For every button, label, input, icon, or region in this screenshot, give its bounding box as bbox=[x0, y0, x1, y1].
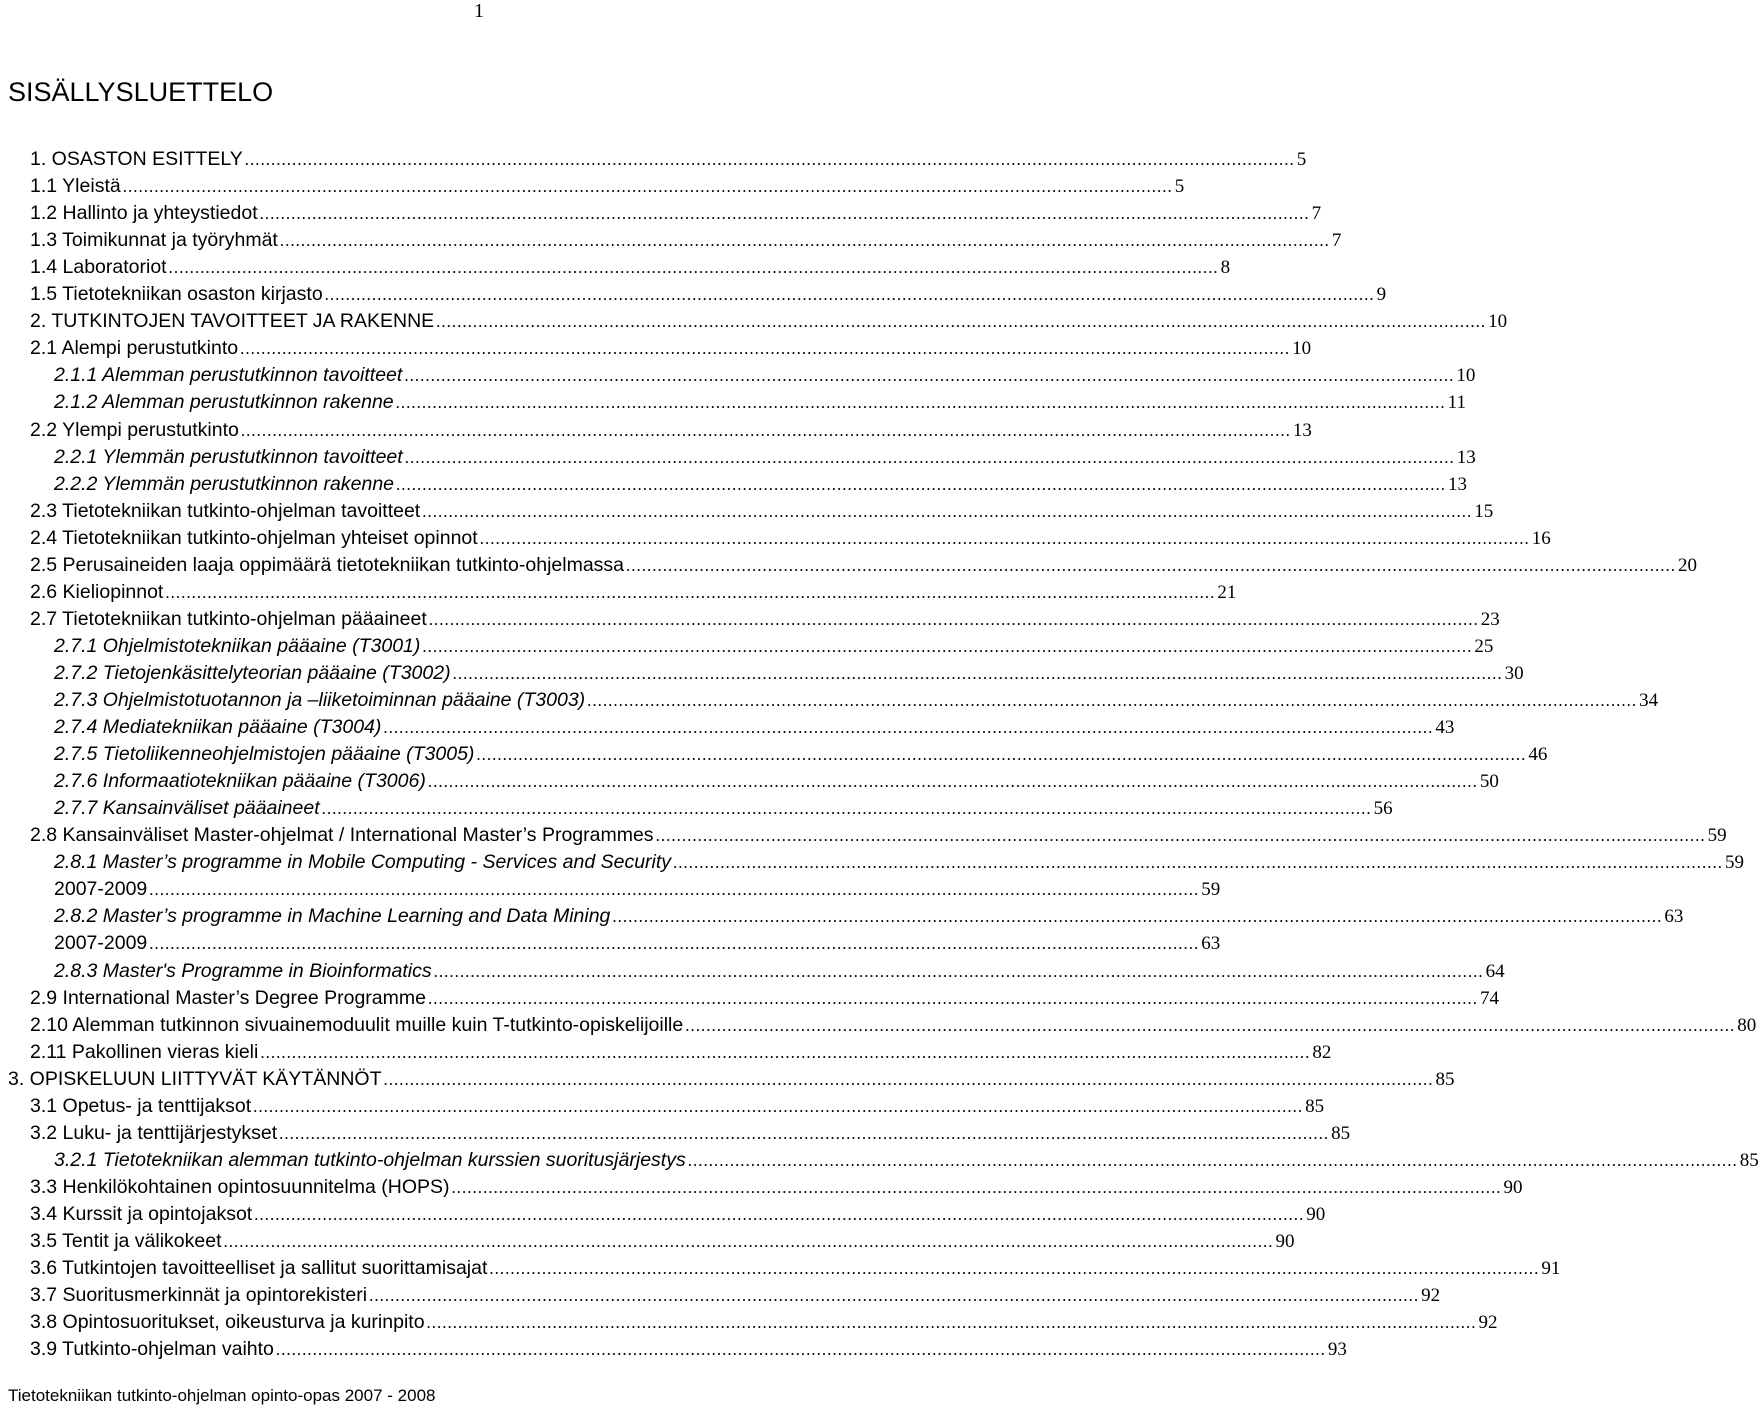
toc-entry-page: 5 bbox=[1296, 149, 1307, 170]
toc-entry[interactable] bbox=[54, 660, 1524, 686]
toc-entry-page: 93 bbox=[1327, 1339, 1347, 1361]
toc-entry[interactable] bbox=[30, 822, 1727, 848]
toc-entry-page: 11 bbox=[1447, 392, 1466, 414]
toc-entry-page: 74 bbox=[1479, 987, 1499, 1009]
toc-dot-leader: ........................................................................................................................................................................................................ bbox=[687, 1150, 1738, 1170]
toc-entry-page: 85 bbox=[1435, 1068, 1455, 1090]
toc-dot-leader: ........................................................................................................................................................................................................ bbox=[427, 772, 1478, 792]
toc-dot-leader: ........................................................................................................................................................................................................ bbox=[253, 1096, 1304, 1116]
toc-dot-leader: ........................................................................................................................................................................................................ bbox=[279, 1123, 1330, 1143]
toc-entry[interactable] bbox=[30, 1093, 1325, 1119]
toc-entry-title: 2.8 Kansainväliset Master-ohjelmat / International Master’s Programmes bbox=[30, 824, 654, 847]
toc-entry-page: 43 bbox=[1435, 717, 1455, 739]
toc-dot-leader: ........................................................................................................................................................................................................ bbox=[476, 745, 1527, 765]
toc-entry[interactable] bbox=[30, 1336, 1347, 1362]
toc-entry-page: 25 bbox=[1474, 635, 1494, 657]
page-footer: Tietotekniikan tutkinto-ohjelman opinto-opas 2007 - 2008 bbox=[8, 1386, 436, 1405]
toc-entry-page: 90 bbox=[1306, 1203, 1326, 1225]
toc-entry-title: 2.8.1 Master’s programme in Mobile Computing - Services and Security bbox=[54, 851, 672, 874]
toc-dot-leader: ........................................................................................................................................................................................................ bbox=[383, 718, 1434, 738]
toc-entry-page: 20 bbox=[1678, 554, 1698, 576]
toc-entry-title: 2.4 Tietotekniikan tutkinto-ohjelman yhteiset opinnot bbox=[30, 526, 478, 549]
toc-entry-page: 21 bbox=[1217, 581, 1237, 603]
toc-dot-leader: ........................................................................................................................................................................................................ bbox=[655, 826, 1706, 846]
toc-entry-title: 2.2.2 Ylemmän perustutkinnon rakenne bbox=[54, 472, 395, 495]
toc-entry[interactable] bbox=[30, 498, 1494, 524]
toc-entry-page: 15 bbox=[1474, 500, 1494, 522]
toc-entry-title: 2.7.1 Ohjelmistotekniikan pääaine (T3001) bbox=[54, 634, 421, 657]
toc-dot-leader: ........................................................................................................................................................................................................ bbox=[321, 799, 1372, 819]
toc-entry-page: 82 bbox=[1312, 1041, 1332, 1063]
toc-entry[interactable] bbox=[54, 444, 1476, 470]
toc-entry-title: 3.2.1 Tietotekniikan alemman tutkinto-ohjelman kurssien suoritusjärjestys bbox=[54, 1148, 686, 1171]
toc-entry-title: 1.3 Toimikunnat ja työryhmät bbox=[30, 229, 278, 252]
toc-entry[interactable] bbox=[30, 1255, 1561, 1281]
toc-entry-title: 2.7.5 Tietoliikenneohjelmistojen pääaine (T3005) bbox=[54, 743, 475, 766]
toc-entry-page: 59 bbox=[1707, 825, 1727, 847]
toc-entry-page: 9 bbox=[1376, 284, 1387, 306]
toc-entry[interactable] bbox=[30, 1309, 1498, 1335]
toc-entry[interactable] bbox=[8, 1066, 1455, 1092]
toc-entry-page: 10 bbox=[1488, 311, 1508, 333]
toc-entry-page: 56 bbox=[1373, 798, 1393, 820]
toc-entry[interactable] bbox=[54, 876, 1221, 902]
toc-entry-page: 10 bbox=[1456, 365, 1476, 387]
toc-entry[interactable] bbox=[30, 552, 1698, 578]
toc-entry-title: 2.2 Ylempi perustutkinto bbox=[30, 418, 239, 441]
toc-entry-title: 2.8.2 Master’s programme in Machine Learning and Data Mining bbox=[54, 905, 611, 928]
toc-entry-page: 7 bbox=[1311, 203, 1322, 225]
toc-entry-title: 2007-2009 bbox=[54, 878, 148, 901]
toc-dot-leader: ........................................................................................................................................................................................................ bbox=[451, 1177, 1502, 1197]
toc-dot-leader: ........................................................................................................................................................................................................ bbox=[383, 1069, 1434, 1089]
toc-entry-title: 2.7.4 Mediatekniikan pääaine (T3004) bbox=[54, 716, 382, 739]
toc-entry[interactable] bbox=[30, 1228, 1295, 1254]
toc-entry[interactable] bbox=[30, 606, 1500, 632]
toc-entry-title: 3.2 Luku- ja tenttijärjestykset bbox=[30, 1121, 278, 1144]
toc-dot-leader: ........................................................................................................................................................................................................ bbox=[275, 1340, 1326, 1360]
toc-entry[interactable] bbox=[54, 930, 1221, 956]
toc-entry[interactable] bbox=[54, 714, 1455, 740]
toc-dot-leader: ........................................................................................................................................................................................................ bbox=[422, 636, 1473, 656]
toc-entry-page: 63 bbox=[1664, 906, 1684, 928]
toc-dot-leader: ........................................................................................................................................................................................................ bbox=[685, 1015, 1736, 1035]
toc-entry-title: 1.1 Yleistä bbox=[30, 175, 121, 198]
toc-entry-page: 92 bbox=[1421, 1285, 1441, 1307]
toc-entry[interactable] bbox=[54, 1147, 1759, 1173]
toc-entry[interactable] bbox=[30, 146, 1307, 172]
toc-entry[interactable] bbox=[54, 903, 1684, 929]
toc-entry-page: 8 bbox=[1220, 257, 1231, 279]
toc-entry-title: 3.5 Tentit ja välikokeet bbox=[30, 1230, 222, 1252]
toc-entry-title: 3.7 Suoritusmerkinnät ja opintorekisteri bbox=[30, 1284, 368, 1307]
toc-dot-leader: ........................................................................................................................................................................................................ bbox=[587, 691, 1638, 710]
toc-entry-title: 2.1.1 Alemman perustutkinnon tavoitteet bbox=[54, 364, 403, 387]
toc-entry[interactable] bbox=[30, 579, 1237, 605]
toc-entry[interactable] bbox=[30, 525, 1551, 551]
toc-entry[interactable] bbox=[30, 1120, 1351, 1146]
toc-entry-title: 3.1 Opetus- ja tenttijaksot bbox=[30, 1094, 252, 1117]
toc-dot-leader: ........................................................................................................................................................................................................ bbox=[626, 555, 1677, 575]
toc-dot-leader: ........................................................................................................................................................................................................ bbox=[404, 447, 1455, 467]
toc-dot-leader: ........................................................................................................................................................................................................ bbox=[165, 582, 1216, 602]
toc-entry-page: 64 bbox=[1485, 960, 1505, 982]
toc-entry-page: 59 bbox=[1201, 879, 1221, 901]
toc-entry[interactable] bbox=[54, 389, 1466, 415]
toc-dot-leader: ........................................................................................................................................................................................................ bbox=[223, 1232, 1274, 1251]
toc-entry[interactable] bbox=[30, 308, 1508, 334]
toc-dot-leader: ........................................................................................................................................................................................................ bbox=[369, 1286, 1420, 1306]
toc-dot-leader: ........................................................................................................................................................................................................ bbox=[427, 988, 1478, 1008]
toc-entry[interactable] bbox=[30, 200, 1322, 226]
toc-dot-leader: ........................................................................................................................................................................................................ bbox=[240, 339, 1291, 359]
toc-entry-title: 2. TUTKINTOJEN TAVOITTEET JA RAKENNE bbox=[30, 310, 435, 333]
toc-entry-title: 1.4 Laboratoriot bbox=[30, 256, 167, 279]
toc-entry-title: 2007-2009 bbox=[54, 932, 148, 955]
toc-dot-leader: ........................................................................................................................................................................................................ bbox=[433, 961, 1484, 981]
toc-entry-page: 34 bbox=[1639, 690, 1659, 711]
page-number: 1 bbox=[474, 0, 484, 22]
toc-dot-leader: ........................................................................................................................................................................................................ bbox=[673, 853, 1724, 873]
toc-dot-leader: ........................................................................................................................................................................................................ bbox=[428, 609, 1479, 629]
toc-entry-title: 2.1.2 Alemman perustutkinnon rakenne bbox=[54, 391, 394, 414]
toc-entry-title: 3.9 Tutkinto-ohjelman vaihto bbox=[30, 1338, 274, 1361]
toc-entry-title: 2.9 International Master’s Degree Programme bbox=[30, 986, 426, 1009]
toc-entry-page: 85 bbox=[1331, 1122, 1351, 1144]
toc-entry[interactable] bbox=[30, 417, 1312, 443]
toc-entry-page: 90 bbox=[1503, 1176, 1523, 1198]
toc-entry-title: 2.10 Alemman tutkinnon sivuainemoduulit muille kuin T-tutkinto-opiskelijoille bbox=[30, 1013, 684, 1036]
toc-entry-page: 5 bbox=[1174, 176, 1185, 198]
toc-dot-leader: ........................................................................................................................................................................................................ bbox=[404, 366, 1455, 386]
toc-entry-page: 63 bbox=[1201, 933, 1221, 955]
toc-entry-page: 30 bbox=[1504, 662, 1524, 684]
toc-entry[interactable] bbox=[54, 795, 1393, 821]
toc-entry[interactable] bbox=[54, 633, 1494, 659]
toc-entry-title: 2.8.3 Master's Programme in Bioinformatics bbox=[54, 959, 432, 982]
toc-entry-page: 92 bbox=[1478, 1312, 1498, 1334]
toc-dot-leader: ........................................................................................................................................................................................................ bbox=[254, 1204, 1305, 1224]
toc-entry-title: 2.5 Perusaineiden laaja oppimäärä tietotekniikan tutkinto-ohjelmassa bbox=[30, 553, 625, 576]
toc-entry[interactable] bbox=[30, 1282, 1441, 1308]
toc-entry[interactable] bbox=[54, 768, 1499, 794]
toc-entry-title: 3. OPISKELUUN LIITTYVÄT KÄYTÄNNÖT bbox=[8, 1067, 382, 1090]
toc-entry[interactable] bbox=[54, 958, 1505, 984]
toc-entry[interactable] bbox=[54, 741, 1548, 767]
toc-entry-page: 85 bbox=[1739, 1149, 1759, 1171]
toc-entry-page: 50 bbox=[1479, 771, 1499, 793]
toc-entry-title: 1.2 Hallinto ja yhteystiedot bbox=[30, 202, 258, 225]
toc-entry-title: 3.6 Tutkintojen tavoitteelliset ja sallitut suorittamisajat bbox=[30, 1257, 488, 1280]
toc-entry-page: 46 bbox=[1528, 744, 1548, 766]
toc-entry-page: 59 bbox=[1725, 852, 1745, 874]
toc-entry-page: 80 bbox=[1737, 1014, 1757, 1036]
toc-entry-title: 2.7.2 Tietojenkäsittelyteorian pääaine (T3002) bbox=[54, 661, 451, 684]
toc-entry-page: 13 bbox=[1456, 446, 1476, 468]
toc-entry[interactable] bbox=[54, 687, 1659, 713]
toc-entry-title: 3.4 Kurssit ja opintojaksot bbox=[30, 1202, 253, 1225]
toc-entry[interactable] bbox=[30, 1174, 1523, 1200]
toc-dot-leader: ........................................................................................................................................................................................................ bbox=[240, 420, 1291, 440]
toc-entry-page: 7 bbox=[1331, 230, 1342, 252]
toc-entry-title: 2.7 Tietotekniikan tutkinto-ohjelman pääaineet bbox=[30, 607, 427, 630]
toc-dot-leader: ........................................................................................................................................................................................................ bbox=[122, 177, 1173, 197]
toc-entry[interactable] bbox=[54, 362, 1476, 388]
toc-entry-title: 2.6 Kieliopinnot bbox=[30, 580, 164, 603]
toc-dot-leader: ........................................................................................................................................................................................................ bbox=[259, 204, 1310, 224]
toc-entry-page: 16 bbox=[1531, 527, 1551, 549]
toc-entry-page: 85 bbox=[1305, 1095, 1325, 1117]
toc-entry[interactable] bbox=[54, 471, 1468, 497]
toc-entry[interactable] bbox=[30, 227, 1342, 253]
toc-dot-leader: ........................................................................................................................................................................................................ bbox=[149, 934, 1200, 954]
toc-entry-title: 3.3 Henkilökohtainen opintosuunnitelma (HOPS) bbox=[30, 1175, 450, 1198]
toc-dot-leader: ........................................................................................................................................................................................................ bbox=[489, 1259, 1540, 1279]
toc-entry-page: 90 bbox=[1275, 1231, 1295, 1252]
toc-entry[interactable] bbox=[54, 849, 1745, 875]
toc-entry-page: 13 bbox=[1292, 419, 1312, 441]
toc-entry-title: 1. OSASTON ESITTELY bbox=[30, 148, 243, 170]
toc-entry-title: 2.3 Tietotekniikan tutkinto-ohjelman tavoitteet bbox=[30, 499, 421, 522]
toc-entry-title: 2.7.3 Ohjelmistotuotannon ja –liiketoiminnan pääaine (T3003) bbox=[54, 689, 586, 711]
toc-entry-page: 10 bbox=[1292, 338, 1312, 360]
toc-entry[interactable] bbox=[30, 173, 1185, 199]
toc-dot-leader: ........................................................................................................................................................................................................ bbox=[422, 501, 1473, 521]
toc-entry[interactable] bbox=[30, 1201, 1326, 1227]
toc-entry[interactable] bbox=[30, 254, 1231, 280]
toc-entry-title: 2.7.7 Kansainväliset pääaineet bbox=[54, 797, 320, 820]
toc-dot-leader: ........................................................................................................................................................................................................ bbox=[436, 312, 1487, 332]
toc-entry[interactable] bbox=[30, 335, 1312, 361]
toc-entry-page: 91 bbox=[1541, 1258, 1561, 1280]
toc-dot-leader: ........................................................................................................................................................................................................ bbox=[260, 1042, 1311, 1062]
toc-dot-leader: ........................................................................................................................................................................................................ bbox=[612, 907, 1663, 927]
toc-entry-title: 2.1 Alempi perustutkinto bbox=[30, 337, 239, 360]
toc-dot-leader: ........................................................................................................................................................................................................ bbox=[395, 393, 1446, 413]
toc-dot-leader: ........................................................................................................................................................................................................ bbox=[168, 258, 1219, 278]
toc-entry[interactable] bbox=[30, 1039, 1332, 1065]
toc-dot-leader: ........................................................................................................................................................................................................ bbox=[396, 474, 1447, 494]
toc-entry[interactable] bbox=[30, 281, 1387, 307]
toc-entry-title: 2.2.1 Ylemmän perustutkinnon tavoitteet bbox=[54, 445, 403, 468]
toc-entry-title: 2.11 Pakollinen vieras kieli bbox=[30, 1040, 259, 1063]
toc-entry-page: 13 bbox=[1448, 473, 1468, 495]
toc-entry-title: 3.8 Opintosuoritukset, oikeusturva ja kurinpito bbox=[30, 1311, 425, 1334]
toc-dot-leader: ........................................................................................................................................................................................................ bbox=[452, 663, 1503, 683]
toc-entry-title: 2.7.6 Informaatiotekniikan pääaine (T3006) bbox=[54, 770, 426, 793]
toc-entry[interactable] bbox=[30, 1012, 1757, 1038]
toc-entry-title: 1.5 Tietotekniikan osaston kirjasto bbox=[30, 283, 323, 306]
toc-dot-leader: ........................................................................................................................................................................................................ bbox=[426, 1313, 1477, 1333]
toc-dot-leader: ........................................................................................................................................................................................................ bbox=[479, 528, 1530, 548]
toc-dot-leader: ........................................................................................................................................................................................................ bbox=[149, 880, 1200, 900]
toc-title: SISÄLLYSLUETTELO bbox=[8, 77, 274, 107]
toc-dot-leader: ........................................................................................................................................................................................................ bbox=[324, 285, 1375, 305]
toc-entry-page: 23 bbox=[1480, 608, 1500, 630]
toc-dot-leader: ........................................................................................................................................................................................................ bbox=[279, 231, 1330, 251]
toc-dot-leader: ........................................................................................................................................................................................................ bbox=[244, 150, 1295, 169]
toc-entry[interactable] bbox=[30, 985, 1499, 1011]
